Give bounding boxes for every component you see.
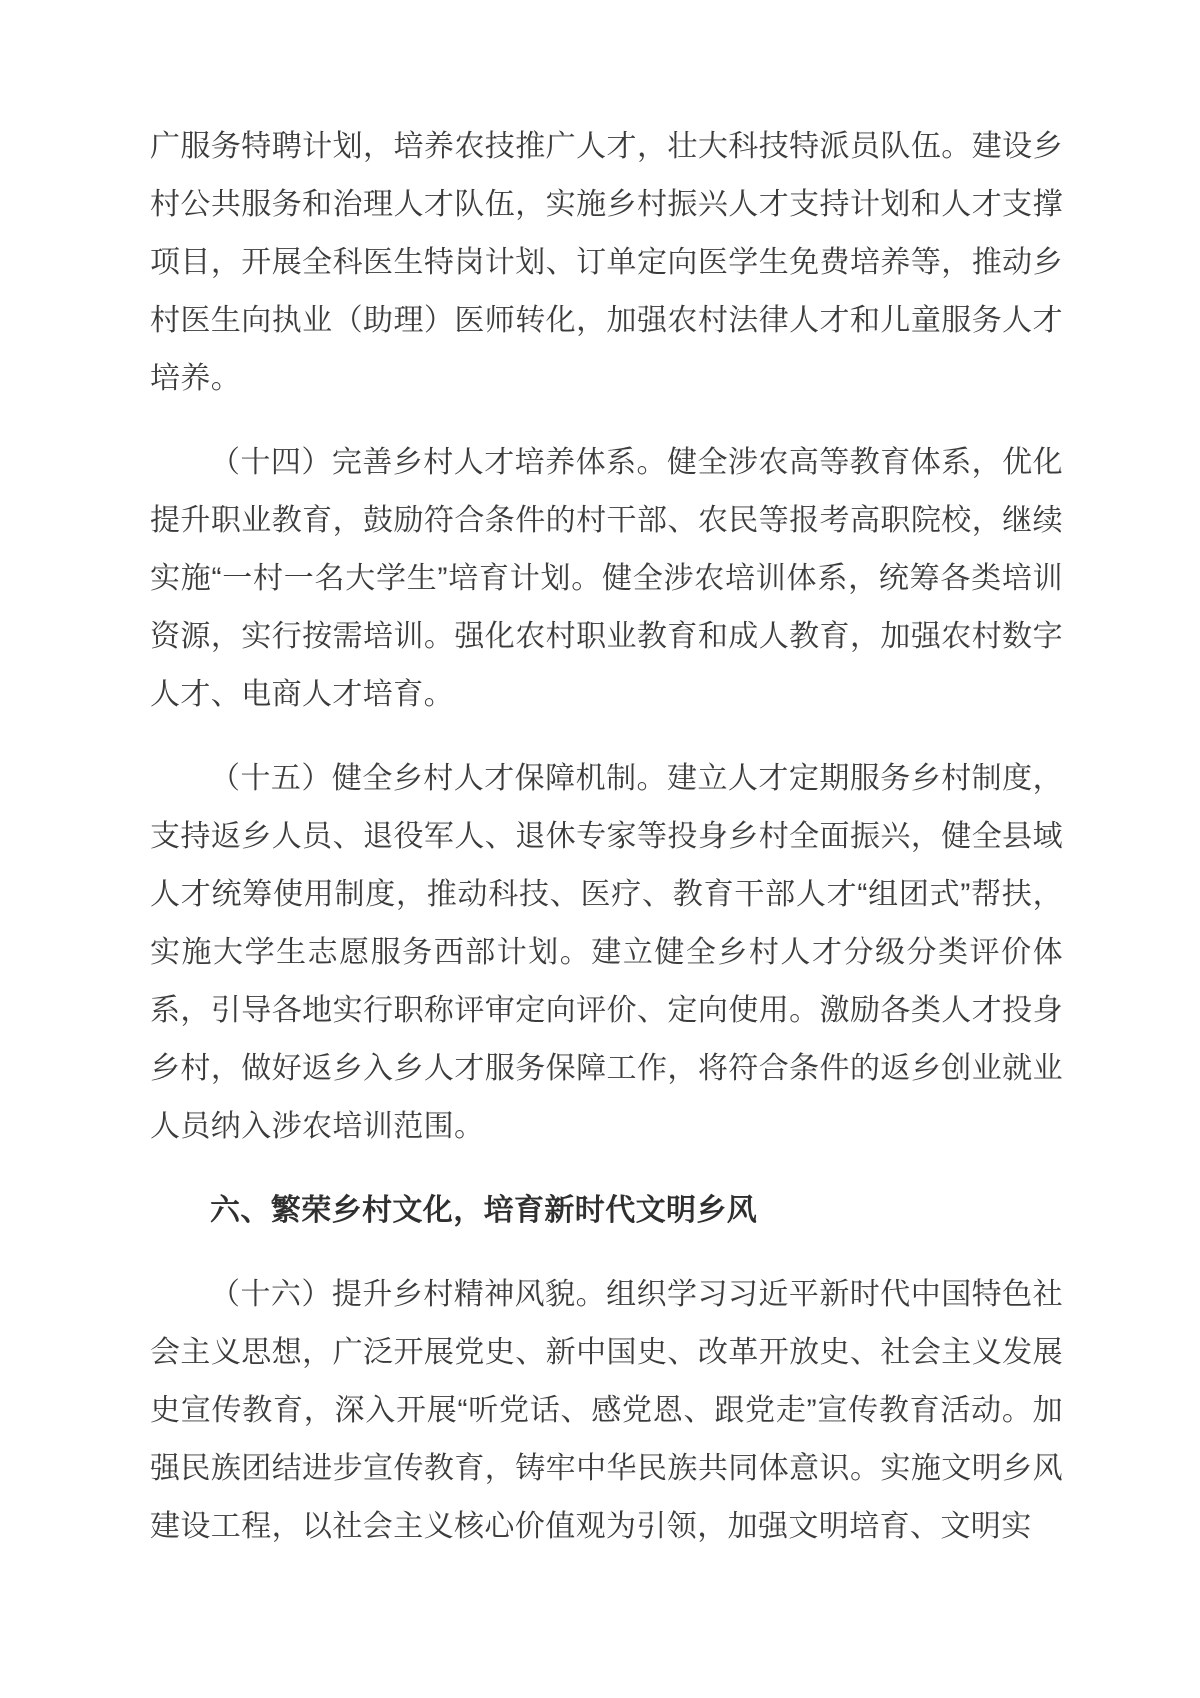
paragraph-item-16-rural-spirit: （十六）提升乡村精神风貌。组织学习习近平新时代中国特色社会主义思想，广泛开展党史、新中国史、改革开放史、社会主义发展史宣传教育，深入开展“听党话、感党恩、跟党走”宣传教育活动。加强民族团结进步宣传教育，铸牢中华民族共同体意识。实施文明乡风建设工程，以社会主义核心价值观为引领，加强文明培育、文明实 [150,1278,1063,1543]
paragraph-item-15-talent-guarantee: （十五）健全乡村人才保障机制。建立人才定期服务乡村制度，支持返乡人员、退役军人、退休专家等投身乡村全面振兴，健全县域人才统筹使用制度，推动科技、医疗、教育干部人才“组团式”帮扶，实施大学生志愿服务西部计划。建立健全乡村人才分级分类评价体系，引导各地实行职称评审定向评价、定向使用。激励各类人才投身乡村，做好返乡入乡人才服务保障工作，将符合条件的返乡创业就业人员纳入涉农培训范围。 [150,762,1063,1143]
paragraph-item-14-talent-training: （十四）完善乡村人才培养体系。健全涉农高等教育体系，优化提升职业教育，鼓励符合条件的村干部、农民等报考高职院校，继续实施“一村一名大学生”培育计划。健全涉农培训体系，统筹各类培训资源，实行按需培训。强化农村职业教育和成人教育，加强农村数字人才、电商人才培育。 [150,446,1063,711]
section-heading-6-rural-culture: 六、繁荣乡村文化，培育新时代文明乡风 [210,1194,758,1227]
paragraph-talent-continuation: 广服务特聘计划，培养农技推广人才，壮大科技特派员队伍。建设乡村公共服务和治理人才队伍，实施乡村振兴人才支持计划和人才支撑项目，开展全科医生特岗计划、订单定向医学生免费培养等，推动乡村医生向执业（助理）医师转化，加强农村法律人才和儿童服务人才培养。 [150,130,1063,395]
